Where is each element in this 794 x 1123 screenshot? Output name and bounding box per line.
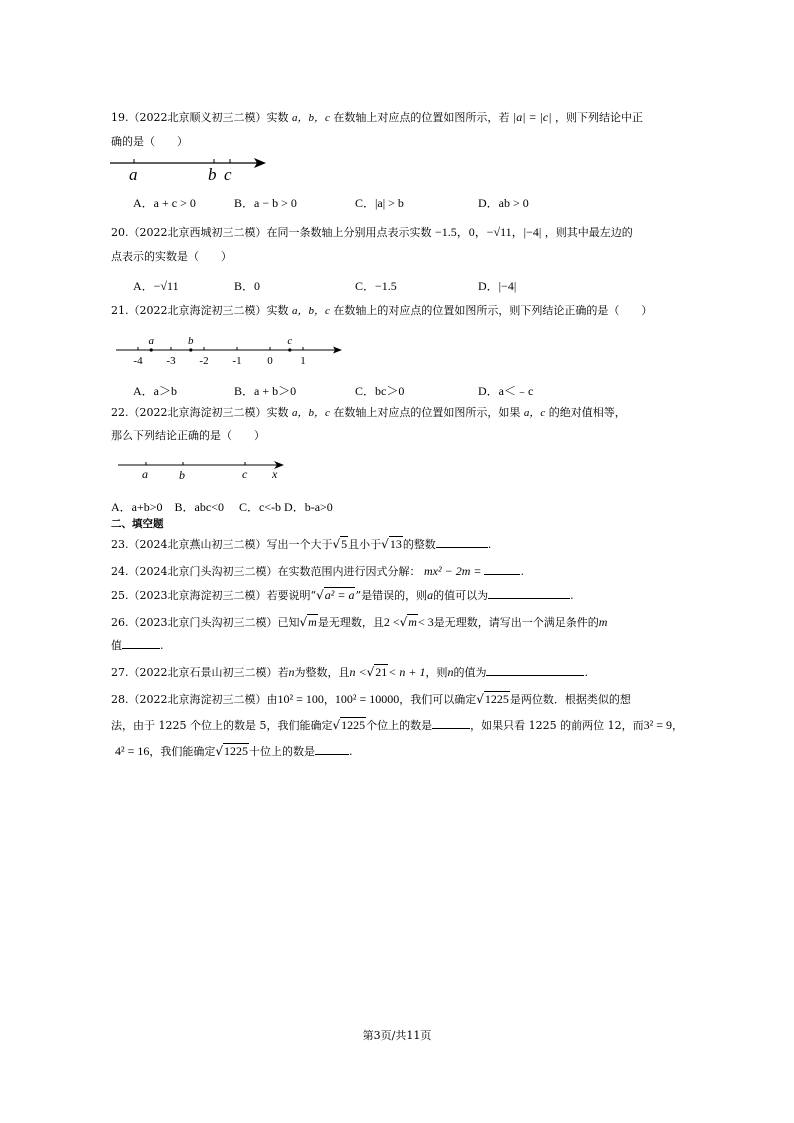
q27-text-mid: 为整数，且 [294, 666, 350, 679]
q19-vars: a，b，c [292, 112, 330, 124]
q25-var: a [427, 588, 434, 602]
q20-values: −1.5，0，−√11，|−4| [435, 225, 542, 239]
q20-stem [111, 224, 633, 241]
q27-text: 27.（2022北京石景山初三二模）若 [111, 666, 289, 679]
q22-stem [111, 405, 626, 421]
q27-ineq-left: n < [349, 665, 367, 679]
q23-period: . [487, 538, 492, 551]
q28-stem-line1: 28.（2022北京海淀初三二模）由10² = 100，100² = 10000，我们可以确定√1225是两位数．根据类似的想 [111, 692, 631, 706]
q23-text: 23.（2024北京燕山初三二模）写出一个大于 [111, 538, 333, 551]
q28-text: 28.（2022北京海淀初三二模）由 [111, 693, 278, 706]
section-title-fill-in: 二、填空题 [111, 518, 164, 530]
q24-expression: mx² − 2m = [424, 564, 482, 578]
q27-stem [111, 664, 588, 681]
q22-stem-line2: 那么下列结论正确的是（ ） [111, 429, 265, 442]
q23-sqrt-5: √5 [332, 537, 348, 551]
q21-tick-label: -3 [166, 355, 176, 367]
q21-tick-label: -1 [232, 355, 242, 367]
q25-sqrt-expression: √a² = a [316, 588, 355, 602]
q19-option-d: D．ab > 0 [478, 196, 529, 210]
q22-source: 22.（2022北京海淀初三二模）实数 [111, 406, 289, 419]
q28-eq2: 100² = 10000 [334, 692, 400, 706]
q28-stem-line2: 法，由于 1225 个位上的数是 5，我们能确定√1225个位上的数是 ，如果只看 1225 的前两位 12，而3² = 9， [111, 718, 683, 732]
q28-sqrt-1225: √1225 [476, 692, 509, 706]
q20-source: 20.（2022北京西城初三二模）在同一条数轴上分别用点表示实数 [111, 226, 432, 239]
q28-line2-mid: 个位上的数是 [366, 719, 433, 732]
q23-answer-blank[interactable] [436, 536, 488, 548]
q21-option-c: C．bc＞0 [355, 384, 405, 398]
q26-text: 26.（2023北京门头沟初三二模）已知 [111, 616, 300, 629]
q19-option-c: C．|a| > b [355, 196, 404, 210]
q27-text-then: ，则 [425, 666, 448, 679]
q21-tick-label: -2 [199, 355, 209, 367]
q21-tick-label: 1 [300, 355, 306, 367]
q24-stem [111, 563, 524, 580]
q19-text: 在数轴上对应点的位置如图所示，若 [333, 111, 510, 124]
q19-label-a: a [129, 165, 138, 184]
q23-sqrt-13: √13 [381, 537, 402, 551]
q26-line2-text: 值 [111, 639, 122, 652]
q19-stem [111, 109, 643, 126]
q24-answer-blank[interactable] [484, 563, 520, 575]
q27-text-end: 的值为 [453, 666, 487, 679]
q26-period: . [160, 639, 164, 652]
q28-line3-mid: 十位上的数是 [249, 745, 316, 758]
q23-stem [111, 536, 491, 553]
q26-var: m [598, 615, 608, 629]
q19-label-b: b [208, 165, 217, 184]
q26-answer-blank[interactable] [122, 637, 160, 649]
q19-label-c: c [224, 165, 232, 184]
q22-vars: a，b，c [292, 407, 330, 419]
q26-sqrt-m-2: √m [399, 615, 417, 629]
q28-answer-blank-1[interactable] [432, 717, 470, 729]
q28-line2-end: ，如果只看 1225 的前两位 12，而 [470, 719, 644, 732]
q25-text-mid: ”是错误的，则 [355, 589, 428, 602]
q21-point-label: a [148, 335, 154, 347]
q28-sqrt-1225-3: √1225 [215, 744, 249, 758]
q22-text-end: 的绝对值相等， [548, 406, 626, 419]
q27-var: n [288, 665, 295, 679]
q28-line2-text: 法，由于 1225 个位上的数是 5，我们能确定 [111, 719, 333, 732]
q21-point [189, 348, 192, 351]
q26-stem-line2 [111, 637, 164, 654]
q19-condition: |a| = |c| [512, 110, 552, 124]
q24-text: 24.（2024北京门头沟初三二模）在实数范围内进行因式分解： [111, 565, 421, 578]
q24-period: . [520, 565, 524, 578]
q26-ineq-left: 2 < [383, 615, 400, 629]
q27-var-2: n [447, 665, 454, 679]
q22-label-x: x [272, 467, 278, 481]
q21-point-label: c [287, 335, 293, 347]
q19-stem-line2: 确的是（ ） [111, 135, 188, 148]
q22-number-line [116, 458, 288, 484]
q21-vars: a，b，c [292, 305, 330, 317]
q28-eq4: 4² = 16 [115, 744, 150, 758]
q19-source: 19.（2022北京顺义初三二模）实数 [111, 111, 289, 124]
q21-option-d: D．a＜﹣c [478, 384, 534, 398]
q22-label-a: a [142, 467, 148, 481]
q27-answer-blank[interactable] [486, 664, 584, 676]
q22-text: 在数轴上对应点的位置如图所示，如果 [333, 406, 521, 419]
q25-stem [111, 587, 574, 604]
q21-number-line [114, 333, 346, 369]
q25-text: 25.（2023北京海淀初三二模）若要说明“ [111, 589, 317, 602]
q21-point [288, 348, 291, 351]
q20-stem-line2: 点表示的实数是（ ） [111, 250, 232, 263]
q25-text-end: 的值可以为 [433, 589, 489, 602]
q21-point-label: b [188, 335, 194, 347]
q28-sqrt-1225-2: √1225 [332, 718, 366, 732]
q21-source: 21.（2022北京海淀初三二模）实数 [111, 304, 289, 317]
q22-options-text: A．a+b>0 B．abc<0 C．c<-b D．b-a>0 [111, 500, 333, 514]
q26-stem [111, 614, 607, 631]
q28-answer-blank-2[interactable] [315, 743, 349, 755]
q21-point [150, 348, 153, 351]
q22-vars2: a，c [523, 407, 546, 419]
q22-label-c: c [242, 467, 248, 481]
q21-stem [111, 303, 652, 319]
q20-option-d: D．|−4| [478, 279, 517, 293]
q20-option-a: A．−√11 [133, 279, 179, 293]
q26-text-mid: 是无理数，且 [317, 616, 384, 629]
q23-text-mid: 且小于 [348, 538, 382, 551]
q21-option-b: B．a + b＞0 [234, 384, 297, 398]
q23-text-end: 的整数 [402, 538, 436, 551]
q25-answer-blank[interactable] [488, 587, 570, 599]
q22-options [111, 499, 333, 516]
q19-option-a: A．a + c > 0 [133, 196, 196, 210]
q21-tick-label: 0 [267, 355, 273, 367]
q20-option-b: B．0 [234, 279, 261, 293]
q19-number-line [108, 152, 268, 184]
q26-ineq-right: < 3 [417, 615, 434, 629]
q21-option-a: A．a＞b [133, 384, 177, 398]
q28-eq3: 3² = 9 [643, 718, 672, 732]
q28-stem-line3 [115, 743, 353, 760]
q28-text-mid: ，我们可以确定 [399, 693, 477, 706]
q19-text-end: ，则下列结论中正 [555, 111, 644, 124]
q26-text-end: 是无理数，请写出一个满足条件的 [433, 616, 599, 629]
q27-ineq-right: < n + 1 [388, 665, 426, 679]
q28-period: . [349, 745, 353, 758]
q25-period: . [570, 589, 574, 602]
q28-eq1: 10² = 100 [277, 692, 324, 706]
q20-option-c: C．−1.5 [355, 279, 397, 293]
q27-sqrt-21: √21 [366, 665, 388, 679]
q28-text-end: 是两位数．根据类似的想 [509, 693, 631, 706]
q27-period: . [584, 666, 588, 679]
q19-option-b: B．a − b > 0 [234, 196, 297, 210]
q20-text-end: ，则其中最左边的 [544, 226, 633, 239]
q28-line3-text: ，我们能确定 [149, 745, 216, 758]
q26-sqrt-m: √m [299, 615, 317, 629]
q22-label-b: b [179, 468, 185, 482]
q21-tick-label: -4 [133, 355, 143, 367]
q21-text: 在数轴上的对应点的位置如图所示，则下列结论正确的是（ ） [333, 304, 653, 317]
page-footer: 第3页/共11页 [362, 1029, 432, 1042]
